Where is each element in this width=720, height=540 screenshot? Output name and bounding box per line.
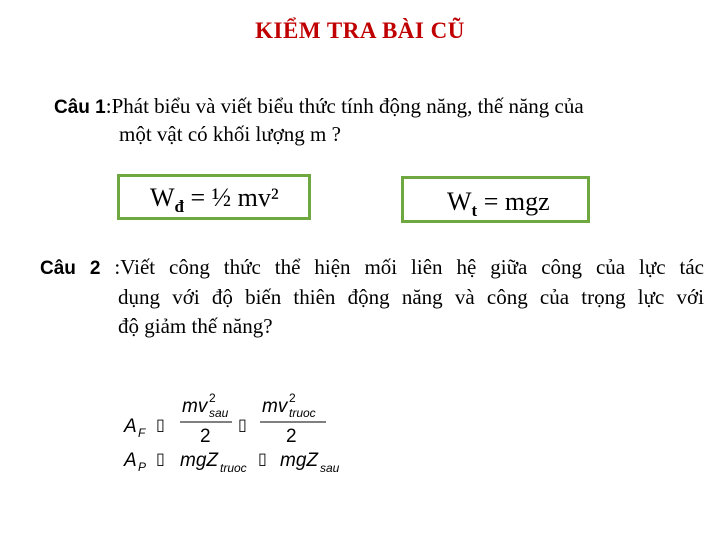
formula-row2-operator: ▯ <box>156 451 165 468</box>
formula-mgz-final: mgZ <box>280 450 318 471</box>
formula-row2-operator-2: ▯ <box>258 451 267 468</box>
formula-term2-denominator: 2 <box>286 426 297 447</box>
formula-term1-sup: 2 <box>209 391 216 405</box>
question-2-line-2: dụng với độ biến thiên động năng và công của trọng lực với <box>118 285 704 309</box>
question-1 <box>54 93 674 147</box>
question-1-line-2: một vật có khối lượng m ? <box>119 122 341 146</box>
kinetic-energy-expression: = ½ mv² <box>184 183 279 212</box>
formula-row1-operator-2: ▯ <box>238 417 247 434</box>
formula-term1-mv: mv <box>182 396 208 417</box>
formula-mgz-initial: mgZ <box>180 450 218 471</box>
kinetic-energy-symbol: W <box>150 183 175 212</box>
formula-term1-sub: sau <box>209 406 229 420</box>
potential-energy-symbol: W <box>447 187 472 216</box>
potential-energy-expression: = mgz <box>477 187 550 216</box>
kinetic-energy-box <box>117 174 311 220</box>
formula-term2-sub: truoc <box>289 406 316 420</box>
question-2-line-1 <box>40 253 704 283</box>
formula-mgz-initial-sub: truoc <box>220 461 247 475</box>
kinetic-energy-formula <box>150 183 279 216</box>
question-2-line-1-text: :Viết công thức thể hiện mối liên hệ giữa công của lực tác <box>100 255 704 279</box>
question-2-label: Câu 2 <box>40 258 101 279</box>
formula-af-subscript: F <box>138 426 146 440</box>
formula-ap-symbol: A <box>124 450 137 471</box>
formula-row1-operator: ▯ <box>156 417 165 434</box>
formula-term2-mv: mv <box>262 396 288 417</box>
potential-energy-formula <box>447 187 550 220</box>
potential-energy-subscript: t <box>471 201 478 220</box>
potential-energy-box <box>401 176 590 223</box>
slide-title: KIỂM TRA BÀI CŨ <box>255 18 465 43</box>
work-energy-formula <box>120 388 360 478</box>
question-1-label: Câu 1 <box>54 97 106 118</box>
question-2-line-3: độ giảm thế năng? <box>118 314 273 338</box>
formula-mgz-final-sub: sau <box>320 461 340 475</box>
kinetic-energy-subscript: đ <box>174 197 185 216</box>
formula-af-symbol: A <box>124 416 137 437</box>
formula-term2-sup: 2 <box>289 391 296 405</box>
formula-term1-denominator: 2 <box>200 426 211 447</box>
question-1-line-1: :Phát biểu và viết biểu thức tính động năng, thế năng của <box>105 94 584 118</box>
question-2 <box>40 253 704 341</box>
formula-ap-subscript: P <box>138 460 147 474</box>
